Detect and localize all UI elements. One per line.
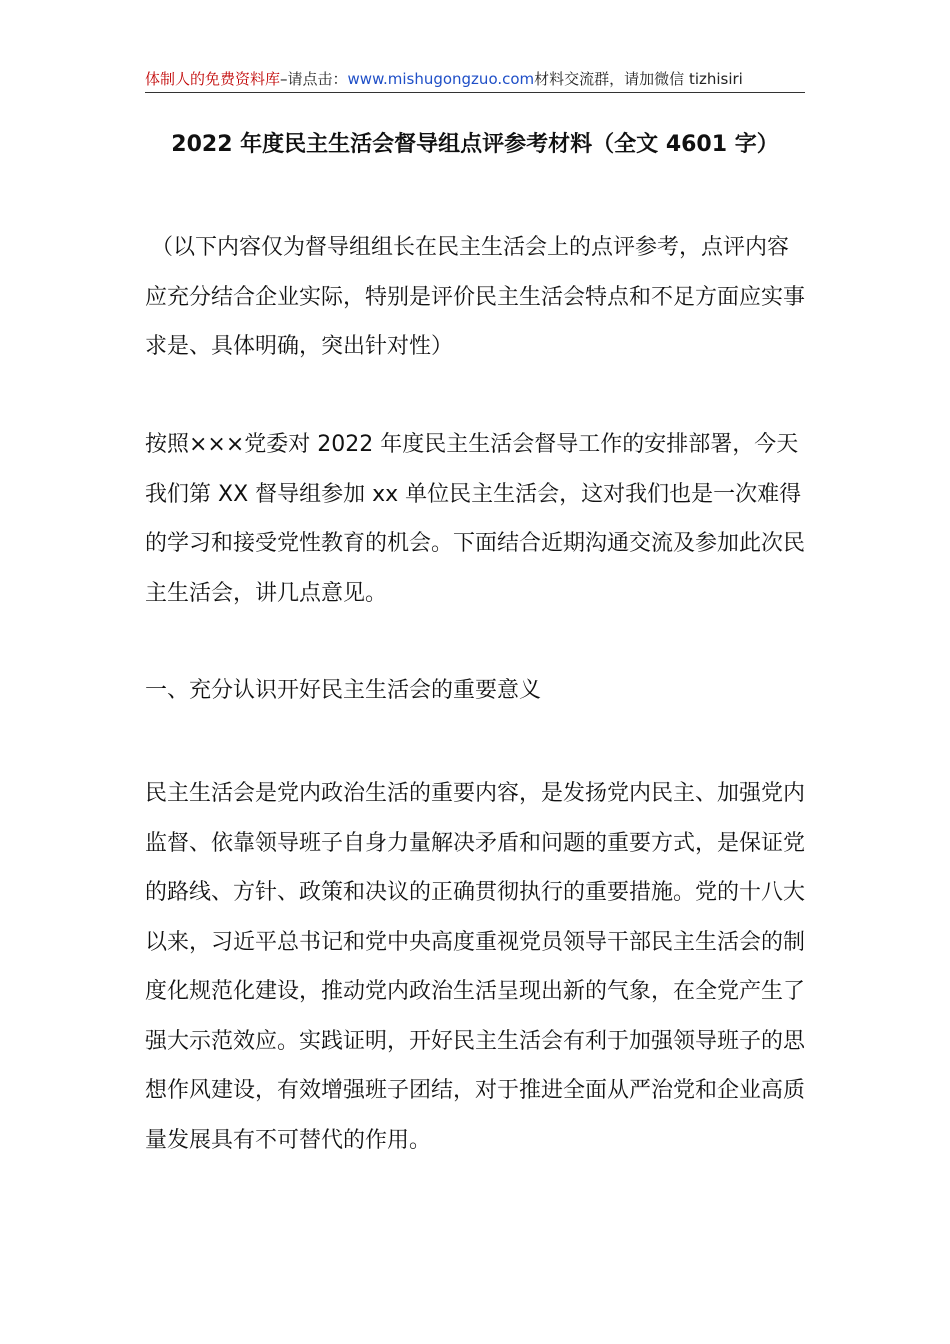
header-tail: 材料交流群，请加微信 tizhisiri [534, 70, 743, 88]
page-header [145, 66, 805, 93]
intro-paragraph [145, 420, 807, 618]
note-paragraph [145, 223, 807, 372]
section-heading [145, 666, 807, 716]
note-text: （以下内容仅为督导组组长在民主生活会上的点评参考，点评内容应充分结合企业实际，特别是评价民主生活会特点和不足方面应实事求是、具体明确，突出针对性） [145, 235, 806, 359]
document-title: 2022 年度民主生活会督导组点评参考材料（全文 4601 字） [171, 132, 779, 157]
header-prompt: –请点击： [280, 70, 348, 88]
section-paragraph-text: 民主生活会是党内政治生活的重要内容，是发扬党内民主、加强党内监督、依靠领导班子自身力量解决矛盾和问题的重要方式，是保证党的路线、方针、政策和决议的正确贯彻执行的重要措施。党的十八大以来，习近平总书记和党中央高度重视党员领导干部民主生活会的制度化规范化建设，推动党内政治生活呈现出新的气象，在全党产生了强大示范效应。实践证明，开好民主生活会有利于加强领导班子的思想作风建设，有效增强班子团结，对于推进全面从严治党和企业高质量发展具有不可替代的作用。 [145, 781, 806, 1153]
section-heading-text: 一、充分认识开好民主生活会的重要意义 [145, 678, 542, 703]
intro-text: 按照×××党委对 2022 年度民主生活会督导工作的安排部署，今天我们第 XX 督导组参加 xx 单位民主生活会，这对我们也是一次难得的学习和接受党性教育的机会。下面结合近期沟通交流及参加此次民主生活会，讲几点意见。 [145, 432, 806, 606]
section-paragraph [145, 769, 807, 1165]
header-link[interactable]: www.mishugongzuo.com [347, 70, 535, 88]
header-brand: 体制人的免费资料库 [145, 70, 281, 88]
